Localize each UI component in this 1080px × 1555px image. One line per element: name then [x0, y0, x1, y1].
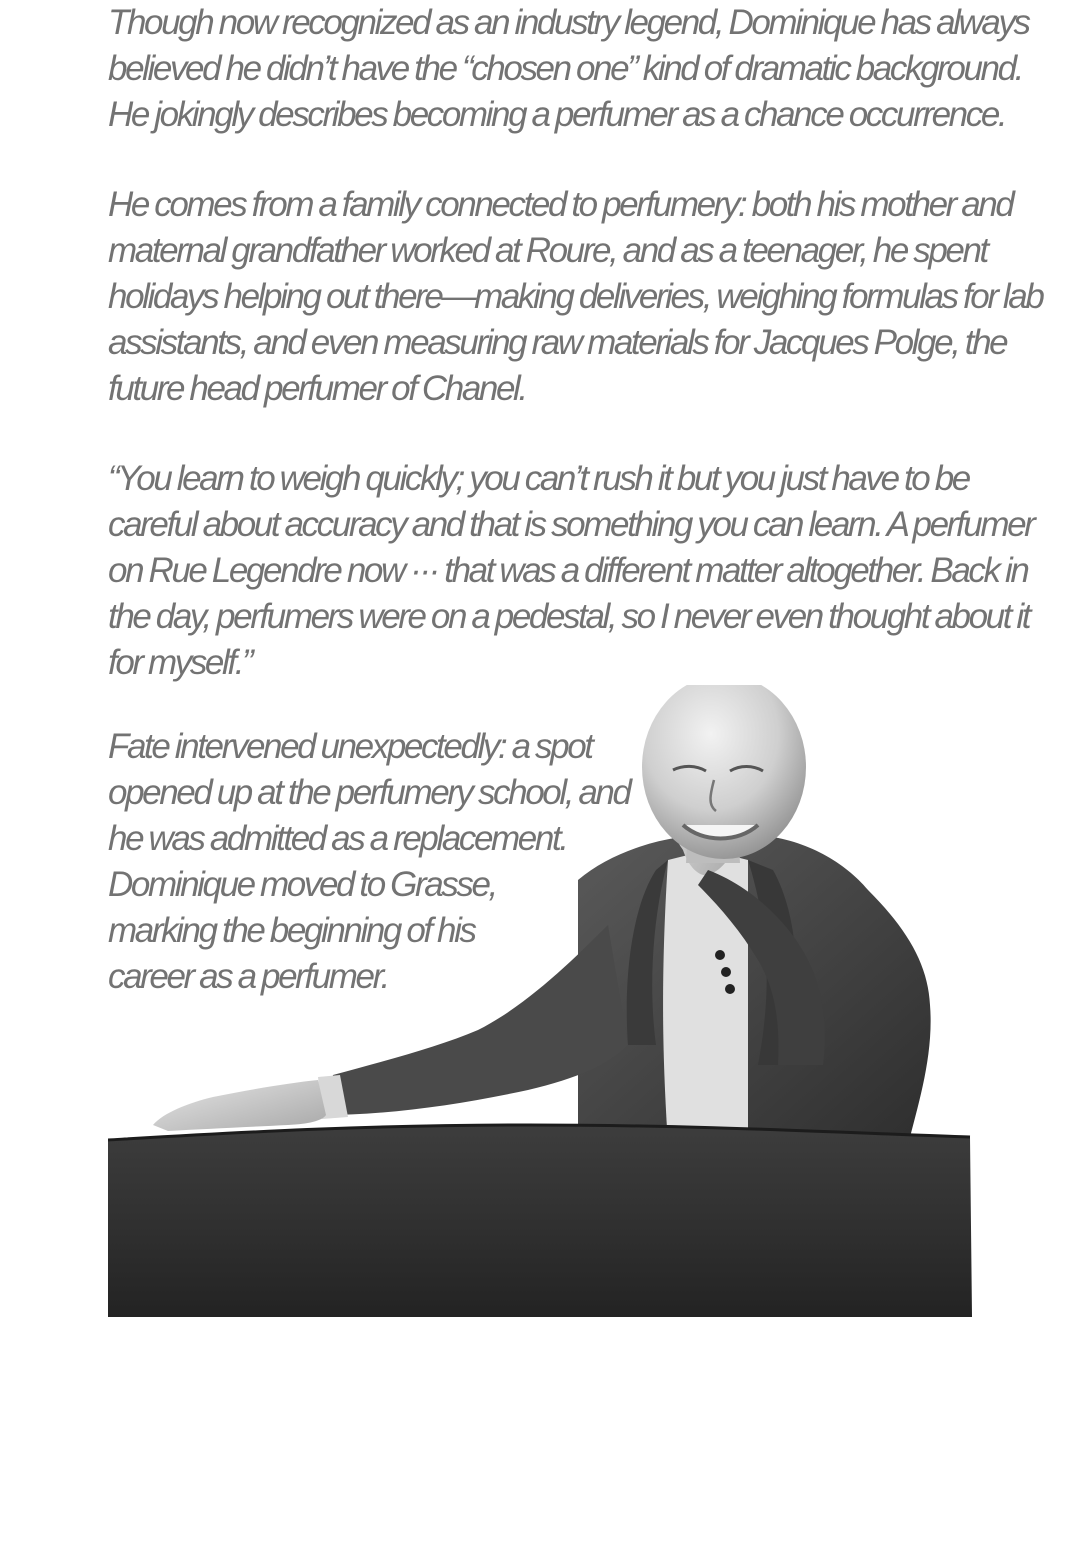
text-line: the day, perfumers were on a pedestal, so I never even thought about it: [108, 597, 1030, 636]
text-line: career as a perfumer.: [108, 957, 388, 996]
quote-paragraph: [108, 456, 1033, 686]
family-paragraph: [108, 182, 1042, 412]
text-line: Dominique moved to Grasse,: [108, 865, 496, 904]
text-line: assistants, and even measuring raw materials for Jacques Polge, the: [108, 323, 1007, 362]
text-line: for myself.”: [108, 643, 252, 682]
text-line: maternal grandfather worked at Roure, and as a teenager, he spent: [108, 231, 987, 270]
text-line: on Rue Legendre now ··· that was a different matter altogether. Back in: [108, 551, 1028, 590]
hand-on-table: [153, 1080, 326, 1131]
text-line: careful about accuracy and that is something you can learn. A perfumer: [108, 505, 1034, 544]
text-line: “You learn to weigh quickly; you can’t rush it but you just have to be: [108, 459, 969, 498]
text-line: future head perfumer of Chanel.: [108, 369, 526, 408]
text-line: he was admitted as a replacement.: [108, 819, 567, 858]
intro-paragraph: [108, 0, 1029, 138]
text-line: He jokingly describes becoming a perfumer as a chance occurrence.: [108, 95, 1006, 134]
text-line: Though now recognized as an industry legend, Dominique has always: [108, 3, 1029, 42]
career-paragraph: [108, 724, 630, 1000]
text-line: opened up at the perfumery school, and: [108, 773, 630, 812]
table-shape: [108, 1125, 972, 1317]
text-line: believed he didn’t have the “chosen one” kind of dramatic background.: [108, 49, 1022, 88]
text-line: marking the beginning of his: [108, 911, 475, 950]
text-line: Fate intervened unexpectedly: a spot: [108, 727, 592, 766]
text-line: He comes from a family connected to perfumery: both his mother and: [108, 185, 1013, 224]
text-line: holidays helping out there—making deliveries, weighing formulas for lab: [108, 277, 1043, 316]
